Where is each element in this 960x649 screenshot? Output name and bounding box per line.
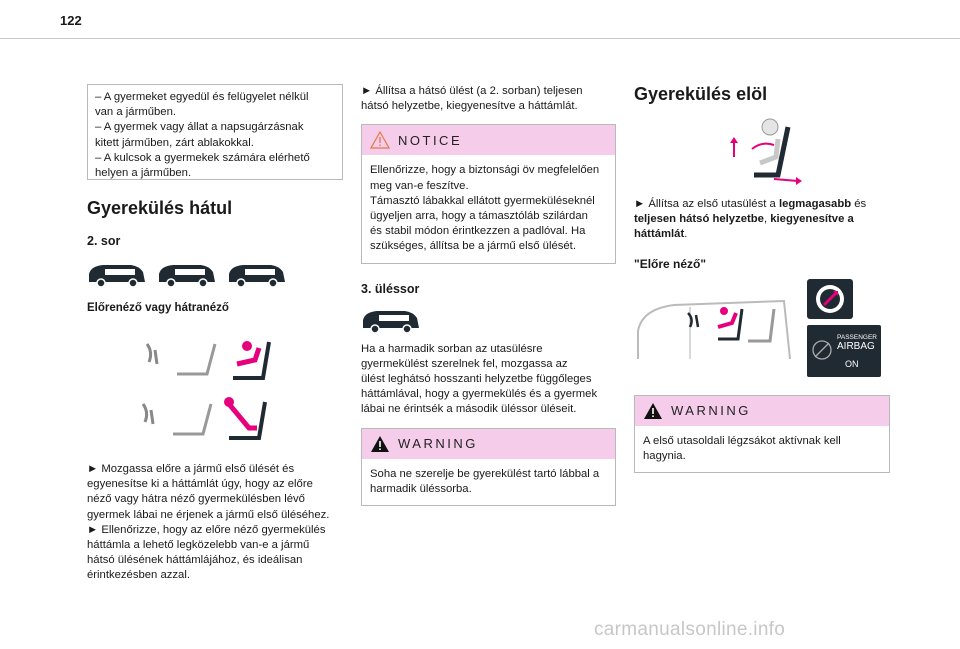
box-line: – A kulcsok a gyermekek számára elérhető — [95, 151, 310, 164]
warning-line: hagynia. — [643, 449, 686, 462]
instr-bold: legmagasabb — [778, 198, 852, 210]
notice-box — [361, 124, 616, 263]
car-icon — [157, 262, 217, 288]
airbag-label: AIRBAG — [837, 340, 875, 352]
header-divider — [0, 38, 960, 39]
instr-bold: háttámlát — [634, 228, 685, 241]
instr-text: . — [684, 228, 688, 241]
rear-facing-seat-illustration — [133, 394, 273, 444]
para-line: Ha a harmadik sorban az utasülésre — [361, 342, 543, 355]
caution-list-box — [87, 84, 343, 180]
notice-line: Ellenőrizze, hogy a biztonsági öv megfelelően — [370, 164, 600, 177]
key-switch-icon — [807, 279, 853, 319]
para-line: ülést leghátsó hosszanti helyzetbe függőleges — [361, 373, 592, 386]
car-icon — [361, 308, 421, 334]
notice-line: és stabil módon érintkezzen a padlóval. Ha — [370, 225, 586, 238]
airbag-indicator-panel — [807, 325, 881, 377]
notice-header — [362, 125, 615, 155]
instruction-line: hátsó ülésének háttámlájához, és ideálisan — [87, 554, 303, 567]
front-seat-illustration — [704, 117, 804, 187]
warning-body — [635, 426, 889, 472]
instruction-line — [634, 212, 890, 227]
notice-line: Támasztó lábakkal ellátott gyermeküléseknél — [370, 194, 595, 207]
column-3 — [634, 84, 890, 473]
instruction-line: egyenesítse ki a háttámlát úgy, hogy az előre — [87, 478, 313, 491]
vehicle-side-illustration — [634, 287, 794, 367]
row-subheading: 2. sor — [87, 234, 121, 248]
car-icon — [87, 262, 147, 288]
intro-line: ► Állítsa a hátsó ülést (a 2. sorban) teljesen — [361, 85, 583, 97]
section-heading: Gyerekülés elöl — [634, 84, 768, 104]
instruction-line: ► Ellenőrizze, hogy az előre néző gyermekülés — [87, 523, 326, 536]
instr-text: , — [763, 213, 771, 226]
warning-title: WARNING — [671, 403, 751, 419]
instruction-line — [634, 227, 890, 242]
warning-title: WARNING — [398, 436, 478, 452]
row-subheading: 3. üléssor — [361, 281, 420, 296]
instruction-line: ► Mozgassa előre a jármű első ülését és — [87, 463, 295, 475]
notice-line: szükséges, állítsa be a jármű első ülését. — [370, 240, 576, 253]
warning-body — [362, 459, 615, 505]
forward-facing-heading: "Előre néző" — [634, 256, 707, 271]
para-line: háttámlával, hogy a gyermekülés és a gyermek — [361, 388, 598, 401]
orientation-label: Előrenéző vagy hátranéző — [87, 302, 229, 314]
notice-line: ügyeljen arra, hogy a támasztóláb szilárdan — [370, 210, 588, 223]
warning-header — [362, 429, 615, 459]
notice-title: NOTICE — [398, 132, 463, 148]
instruction-line: háttámla a lehető legközelebb van-e a jármű — [87, 539, 310, 552]
page-number: 122 — [60, 13, 82, 28]
warning-line: Soha ne szerelje be gyerekülést tartó lábbal a — [370, 467, 600, 480]
section-heading: Gyerekülés hátul — [87, 198, 233, 218]
instruction-text — [87, 462, 343, 584]
box-line: kitett járműben, zárt ablakokkal. — [95, 136, 254, 149]
intro-line: hátsó helyzetbe, kiegyenesítve a háttámlát. — [361, 100, 578, 113]
airbag-on-label: ON — [845, 358, 859, 369]
warning-triangle-icon — [370, 435, 390, 453]
instruction-line — [634, 197, 890, 212]
box-line: – A gyermek vagy állat a napsugárzásnak — [95, 121, 304, 134]
instruction-line: érintkezésben azzal. — [87, 569, 190, 582]
warning-line: harmadik üléssorba. — [370, 482, 472, 495]
notice-body — [362, 155, 615, 262]
airbag-passenger-label: PASSENGER — [837, 333, 877, 341]
box-line: – A gyermeket egyedül és felügyelet nélkül — [95, 91, 309, 103]
instr-text: ► Állítsa az első utasülést a — [634, 198, 779, 210]
warning-header — [635, 396, 889, 426]
third-row-text — [361, 342, 616, 418]
warning-line: A első utasoldali légzsákot aktívnak kell — [643, 434, 841, 447]
warning-triangle-icon — [370, 131, 390, 149]
column-1 — [87, 84, 343, 584]
column-2 — [361, 84, 616, 506]
watermark: carmanualsonline.info — [594, 619, 786, 640]
warning-box — [361, 428, 616, 506]
front-seat-instruction — [634, 197, 890, 243]
instr-text: és — [851, 198, 867, 210]
para-line: gyermekülést szerelnek fel, mozgassa az — [361, 357, 568, 370]
airbag-illustration-row — [634, 279, 890, 379]
car-icon-row — [87, 262, 343, 288]
box-line: helyen a járműben. — [95, 167, 192, 180]
instruction-line: néző vagy hátra néző gyermekülésben lévő — [87, 493, 305, 506]
airbag-switch-icon — [807, 279, 853, 319]
instr-bold: kiegyenesítve a — [770, 213, 854, 226]
box-line: van a járműben. — [95, 106, 177, 119]
warning-box — [634, 395, 890, 473]
intro-text — [361, 84, 616, 114]
forward-facing-seat-illustration — [137, 334, 277, 384]
instr-bold: teljesen hátsó helyzetbe — [634, 213, 764, 226]
para-line: lábai ne érintsék a második üléssor üléseit. — [361, 403, 577, 416]
car-icon — [227, 262, 287, 288]
airbag-off-icon — [811, 339, 833, 361]
warning-triangle-icon — [643, 402, 663, 420]
instruction-line: gyermek lábai ne érjenek a jármű első üléséhez. — [87, 508, 330, 521]
notice-line: meg van-e feszítve. — [370, 179, 469, 192]
